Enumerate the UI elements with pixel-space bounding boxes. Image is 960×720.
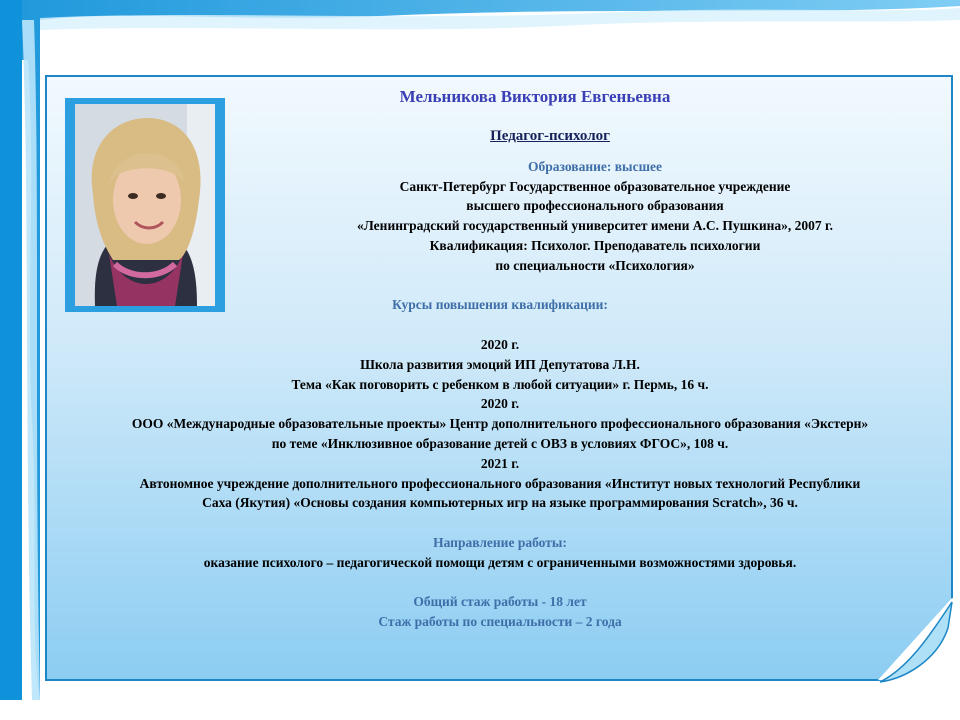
- work-direction-text: оказание психолого – педагогической помощи детям с ограниченными возможностями здоровья.: [203, 554, 797, 570]
- education-line: по специальности «Психология»: [495, 257, 695, 273]
- course-line: Автономное учреждение дополнительного профессионального образования «Институт новых технологий Республики: [139, 475, 861, 491]
- course-year: 2020 г.: [480, 396, 520, 412]
- work-direction-heading: Направление работы:: [433, 534, 567, 550]
- course-year: 2020 г.: [480, 336, 520, 352]
- courses-heading: Курсы повышения квалификации:: [392, 297, 608, 313]
- education-line: высшего профессионального образования: [466, 198, 724, 214]
- course-line: ООО «Международные образовательные проекты» Центр дополнительного профессионального образования «Экстерн»: [131, 416, 869, 432]
- education-heading: Образование: высшее: [528, 158, 662, 174]
- specialty-experience: Стаж работы по специальности – 2 года: [378, 614, 622, 630]
- education-line: Квалификация: Психолог. Преподаватель психологии: [429, 237, 761, 253]
- education-line: Санкт-Петербург Государственное образовательное учреждение: [399, 178, 791, 194]
- course-year: 2021 г.: [480, 455, 520, 471]
- person-name: Мельникова Виктория Евгеньевна: [399, 87, 671, 106]
- course-line: Школа развития эмоций ИП Депутатова Л.Н.: [360, 356, 640, 372]
- education-line: «Ленинградский государственный университет имени А.С. Пушкина», 2007 г.: [356, 218, 834, 234]
- course-line: Тема «Как поговорить с ребенком в любой ситуации» г. Пермь, 16 ч.: [291, 376, 709, 392]
- profile-text: [46, 85, 954, 632]
- total-experience: Общий стаж работы - 18 лет: [413, 594, 587, 610]
- course-line: Саха (Якутия) «Основы создания компьютерных игр на языке программирования Scratch», 36 ч.: [202, 495, 798, 511]
- course-line: по теме «Инклюзивное образование детей с ОВЗ в условиях ФГОС», 108 ч.: [271, 435, 729, 451]
- position-title: Педагог-психолог: [490, 128, 610, 144]
